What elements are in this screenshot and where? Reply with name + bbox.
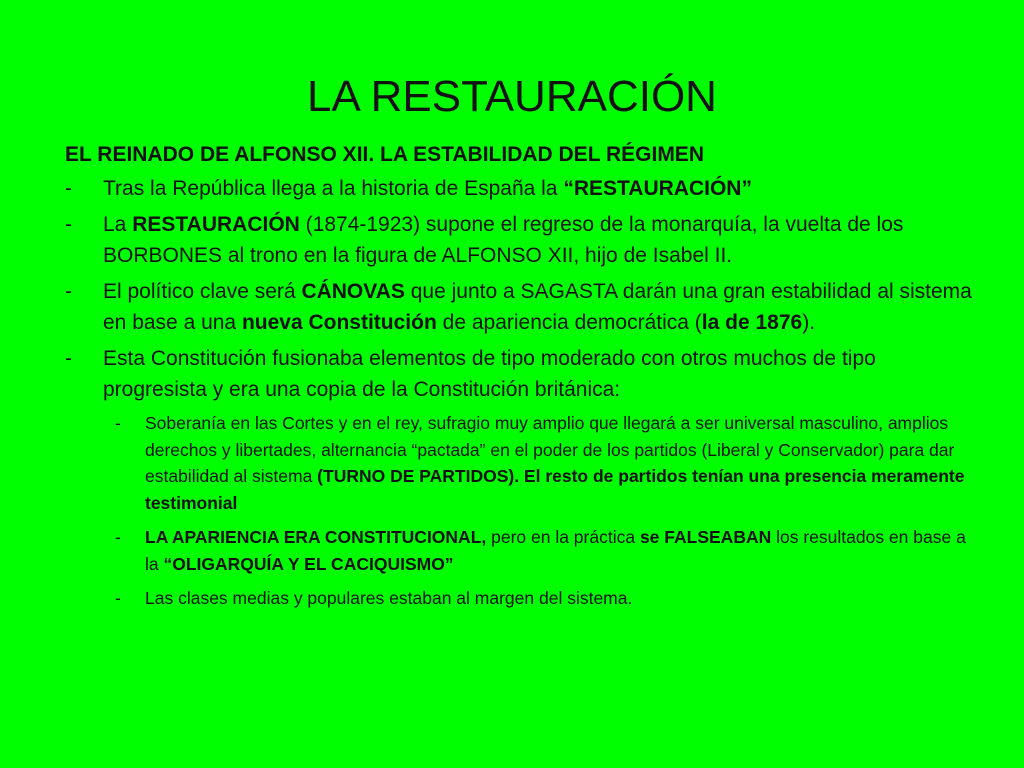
sub-bullet-text: Las clases medias y populares estaban al margen del sistema. [145,588,633,608]
dash-marker: - [115,413,121,433]
bullet-restauracion [65,209,985,271]
bullet-bold-text: “RESTAURACIÓN” [563,177,752,200]
slide-content [65,142,985,620]
sub-bullet-text: pero en la práctica [486,527,640,547]
sub-bullet-clases [115,585,975,612]
bullet-text: ). [802,311,816,334]
sub-bullet-text: Soberanía en las Cortes y en el rey, sufragio muy amplio que llegará a ser universal masculino, amplios derechos y libertades, alternancia “pactada” en el poder de los partidos (Liberal y Conservador) para dar estabilidad al sistema [145,413,955,486]
bullet-constitucion [65,343,985,405]
bullet-text: La [103,213,133,236]
bullet-republica [65,173,985,204]
slide-title: LA RESTAURACIÓN [307,72,717,121]
sub-bullet-bold-text: (TURNO DE PARTIDOS). El resto de partidos tenían una presencia meramente testimonial [145,466,965,513]
bullet-text: Esta Constitución fusionaba elementos de tipo moderado con otros muchos de tipo progresista y era una copia de la Constitución británica: [103,347,876,401]
dash-marker: - [65,213,72,236]
sub-bullet-bold-text: “OLIGARQUÍA Y EL CACIQUISMO” [163,553,454,574]
bullet-text: Tras la República llega a la historia de España la [103,177,564,200]
dash-marker: - [65,347,72,370]
sub-bullet-text: los resultados en base a la [145,527,966,574]
bullet-text: de apariencia democrática ( [436,311,702,334]
bullet-bold-text: la de 1876 [701,311,803,334]
bullet-bold-text: RESTAURACIÓN [132,213,300,236]
bullet-text: que junto a SAGASTA darán una gran estabilidad al sistema en base a una [103,280,972,334]
bullet-bold-text: nueva Constitución [241,311,437,334]
bullet-canovas [65,276,985,338]
sub-bullet-soberania [115,410,975,516]
dash-marker: - [115,588,121,608]
bullet-text: (1874-1923) supone el regreso de la monarquía, la vuelta de los BORBONES al trono en la figura de ALFONSO XII, hijo de Isabel II. [103,213,904,267]
dash-marker: - [65,280,72,303]
sub-bullet-bold-text: se FALSEABAN [639,527,772,547]
section-subtitle: EL REINADO DE ALFONSO XII. LA ESTABILIDAD DEL RÉGIMEN [65,143,704,166]
bullet-text: El político clave será [103,280,302,303]
dash-marker: - [65,177,72,200]
sub-bullet-bold-text: LA APARIENCIA ERA CONSTITUCIONAL, [145,527,487,547]
dash-marker: - [115,527,121,547]
bullet-bold-text: CÁNOVAS [301,280,405,303]
sub-bullet-apariencia [115,524,975,577]
